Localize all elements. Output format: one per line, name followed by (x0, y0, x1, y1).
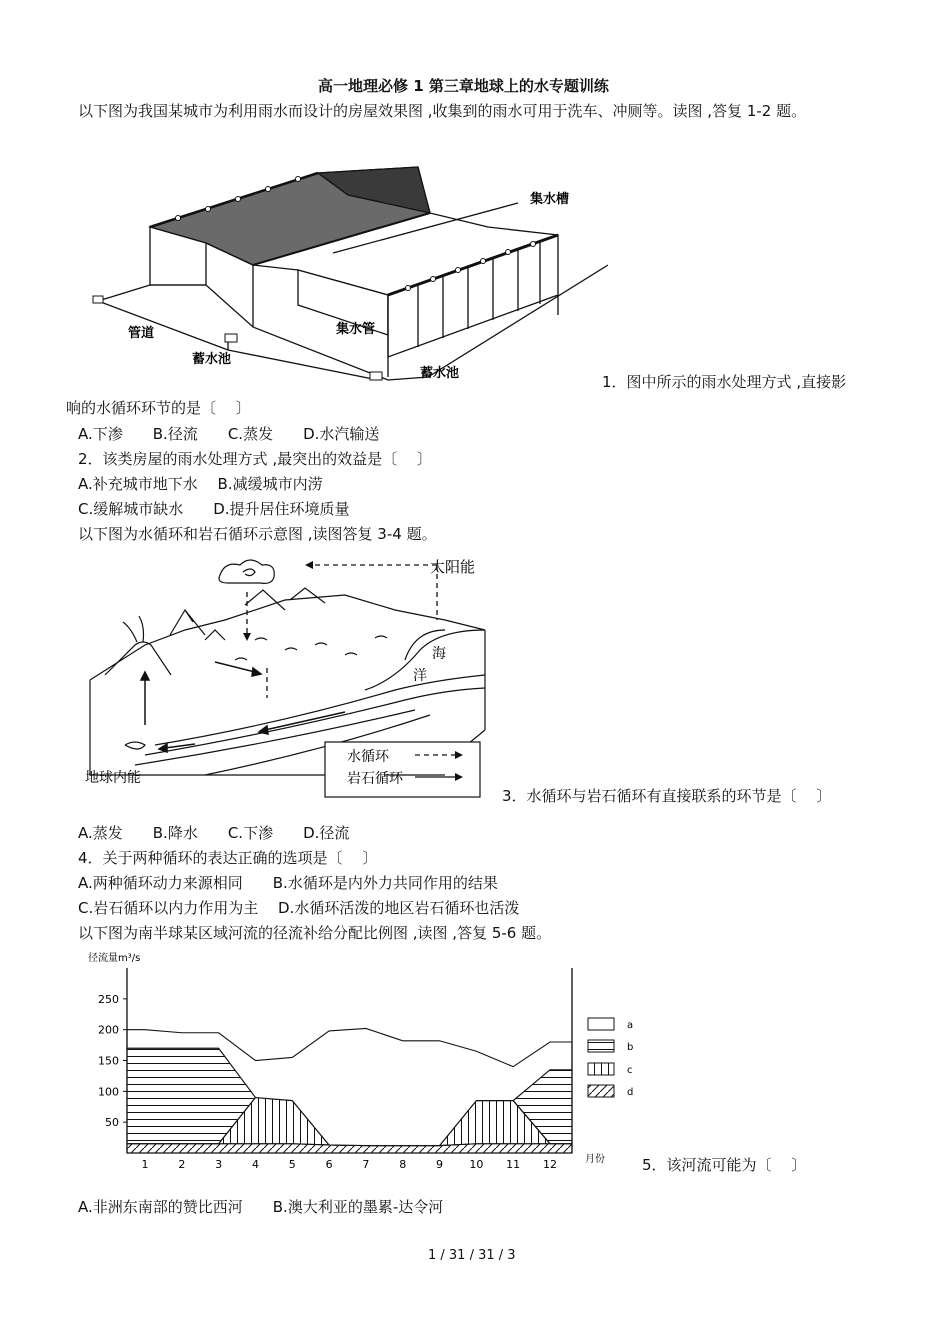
label-ocean-1: 海 (432, 646, 446, 662)
x-tick-label: 7 (362, 1158, 370, 1171)
legend-rock-cycle: 岩石循环 (347, 771, 403, 787)
question-1-options: A.下渗 B.径流 C.蒸发 D.水汽输送 (78, 425, 380, 443)
legend-label-d: d (627, 1087, 634, 1098)
legend-label-c: c (627, 1065, 633, 1076)
legend-swatch-b (588, 1040, 614, 1052)
tank-right (370, 372, 382, 380)
x-tick-label: 9 (436, 1158, 444, 1171)
x-tick-label: 1 (141, 1158, 149, 1171)
y-tick-label: 50 (105, 1116, 119, 1130)
label-earth-internal-energy: 地球内能 (85, 770, 141, 786)
x-tick-label: 6 (325, 1158, 333, 1171)
legend-swatch-d (588, 1085, 614, 1097)
y-axis-label: 径流量m³/s (88, 953, 141, 964)
x-tick-label: 8 (399, 1158, 407, 1171)
x-tick-label: 3 (215, 1158, 223, 1171)
question-5: 5．该河流可能为〔 〕 (642, 1156, 807, 1174)
intro-figure2: 以下图为水循环和岩石循环示意图 ,读图答复 3-4 题。 (78, 525, 437, 543)
x-tick-label: 12 (543, 1158, 557, 1171)
x-tick-label: 10 (469, 1158, 484, 1171)
y-tick-label: 150 (98, 1054, 119, 1068)
page-footer: 1 / 31 / 31 / 3 (428, 1248, 516, 1263)
legend-swatch-c (588, 1063, 614, 1075)
legend-swatch-a (588, 1018, 614, 1030)
label-ocean-2: 洋 (413, 668, 427, 684)
y-tick-label: 200 (98, 1023, 119, 1037)
y-tick-label: 250 (98, 992, 119, 1006)
y-tick-label: 100 (98, 1085, 119, 1099)
cloud-icon (219, 560, 274, 583)
intro-figure1: 以下图为我国某城市为利用雨水而设计的房屋效果图 ,收集到的雨水可用于洗车、冲厕等。读图 ,答复 1-2 题。 (78, 102, 807, 120)
legend-label-a: a (627, 1020, 634, 1031)
tank-middle (225, 334, 237, 342)
label-gutter: 集水槽 (530, 192, 570, 207)
question-3: 3．水循环与岩石循环有直接联系的环节是〔 〕 (502, 787, 832, 805)
legend-water-cycle: 水循环 (347, 749, 389, 765)
x-tick-label: 11 (506, 1158, 521, 1171)
x-axis-label: 月份 (585, 1154, 605, 1165)
question-3-options: A.蒸发 B.降水 C.下渗 D.径流 (78, 824, 350, 842)
rainwater-house-figure (88, 165, 608, 390)
question-1-part1: 1．图中所示的雨水处理方式 ,直接影 (602, 373, 847, 391)
page-title: 高一地理必修 1 第三章地球上的水专题训练 (318, 77, 609, 95)
label-tank-left: 蓄水池 (192, 352, 232, 367)
label-solar-energy: 太阳能 (430, 558, 476, 576)
question-2: 2．该类房屋的雨水处理方式 ,最突出的效益是〔 〕 (78, 450, 432, 468)
question-2-options-2: C.缓解城市缺水 D.提升居住环境质量 (78, 500, 350, 518)
intro-figure3: 以下图为南半球某区域河流的径流补给分配比例图 ,读图 ,答复 5-6 题。 (78, 924, 552, 942)
runoff-chart (80, 948, 640, 1173)
question-5-options: A.非洲东南部的赞比西河 B.澳大利亚的墨累-达令河 (78, 1198, 444, 1216)
question-4-options-1: A.两种循环动力来源相同 B.水循环是内外力共同作用的结果 (78, 874, 498, 892)
x-tick-label: 4 (251, 1158, 259, 1171)
question-1-part2: 响的水循环环节的是〔 〕 (66, 399, 251, 417)
water-rock-cycle-figure (85, 550, 495, 800)
question-4-options-2: C.岩石循环以内力作用为主 D.水循环活泼的地区岩石循环也活泼 (78, 899, 520, 917)
question-4: 4．关于两种循环的表达正确的选项是〔 〕 (78, 849, 378, 867)
tank-left-small (93, 296, 103, 303)
question-2-options-1: A.补充城市地下水 B.减缓城市内涝 (78, 475, 323, 493)
x-tick-label: 2 (178, 1158, 186, 1171)
x-tick-label: 5 (288, 1158, 296, 1171)
label-tank-right: 蓄水池 (420, 366, 460, 381)
label-conduit: 管道 (128, 326, 155, 341)
legend-label-b: b (627, 1042, 634, 1053)
label-collect-pipe: 集水管 (336, 322, 376, 337)
